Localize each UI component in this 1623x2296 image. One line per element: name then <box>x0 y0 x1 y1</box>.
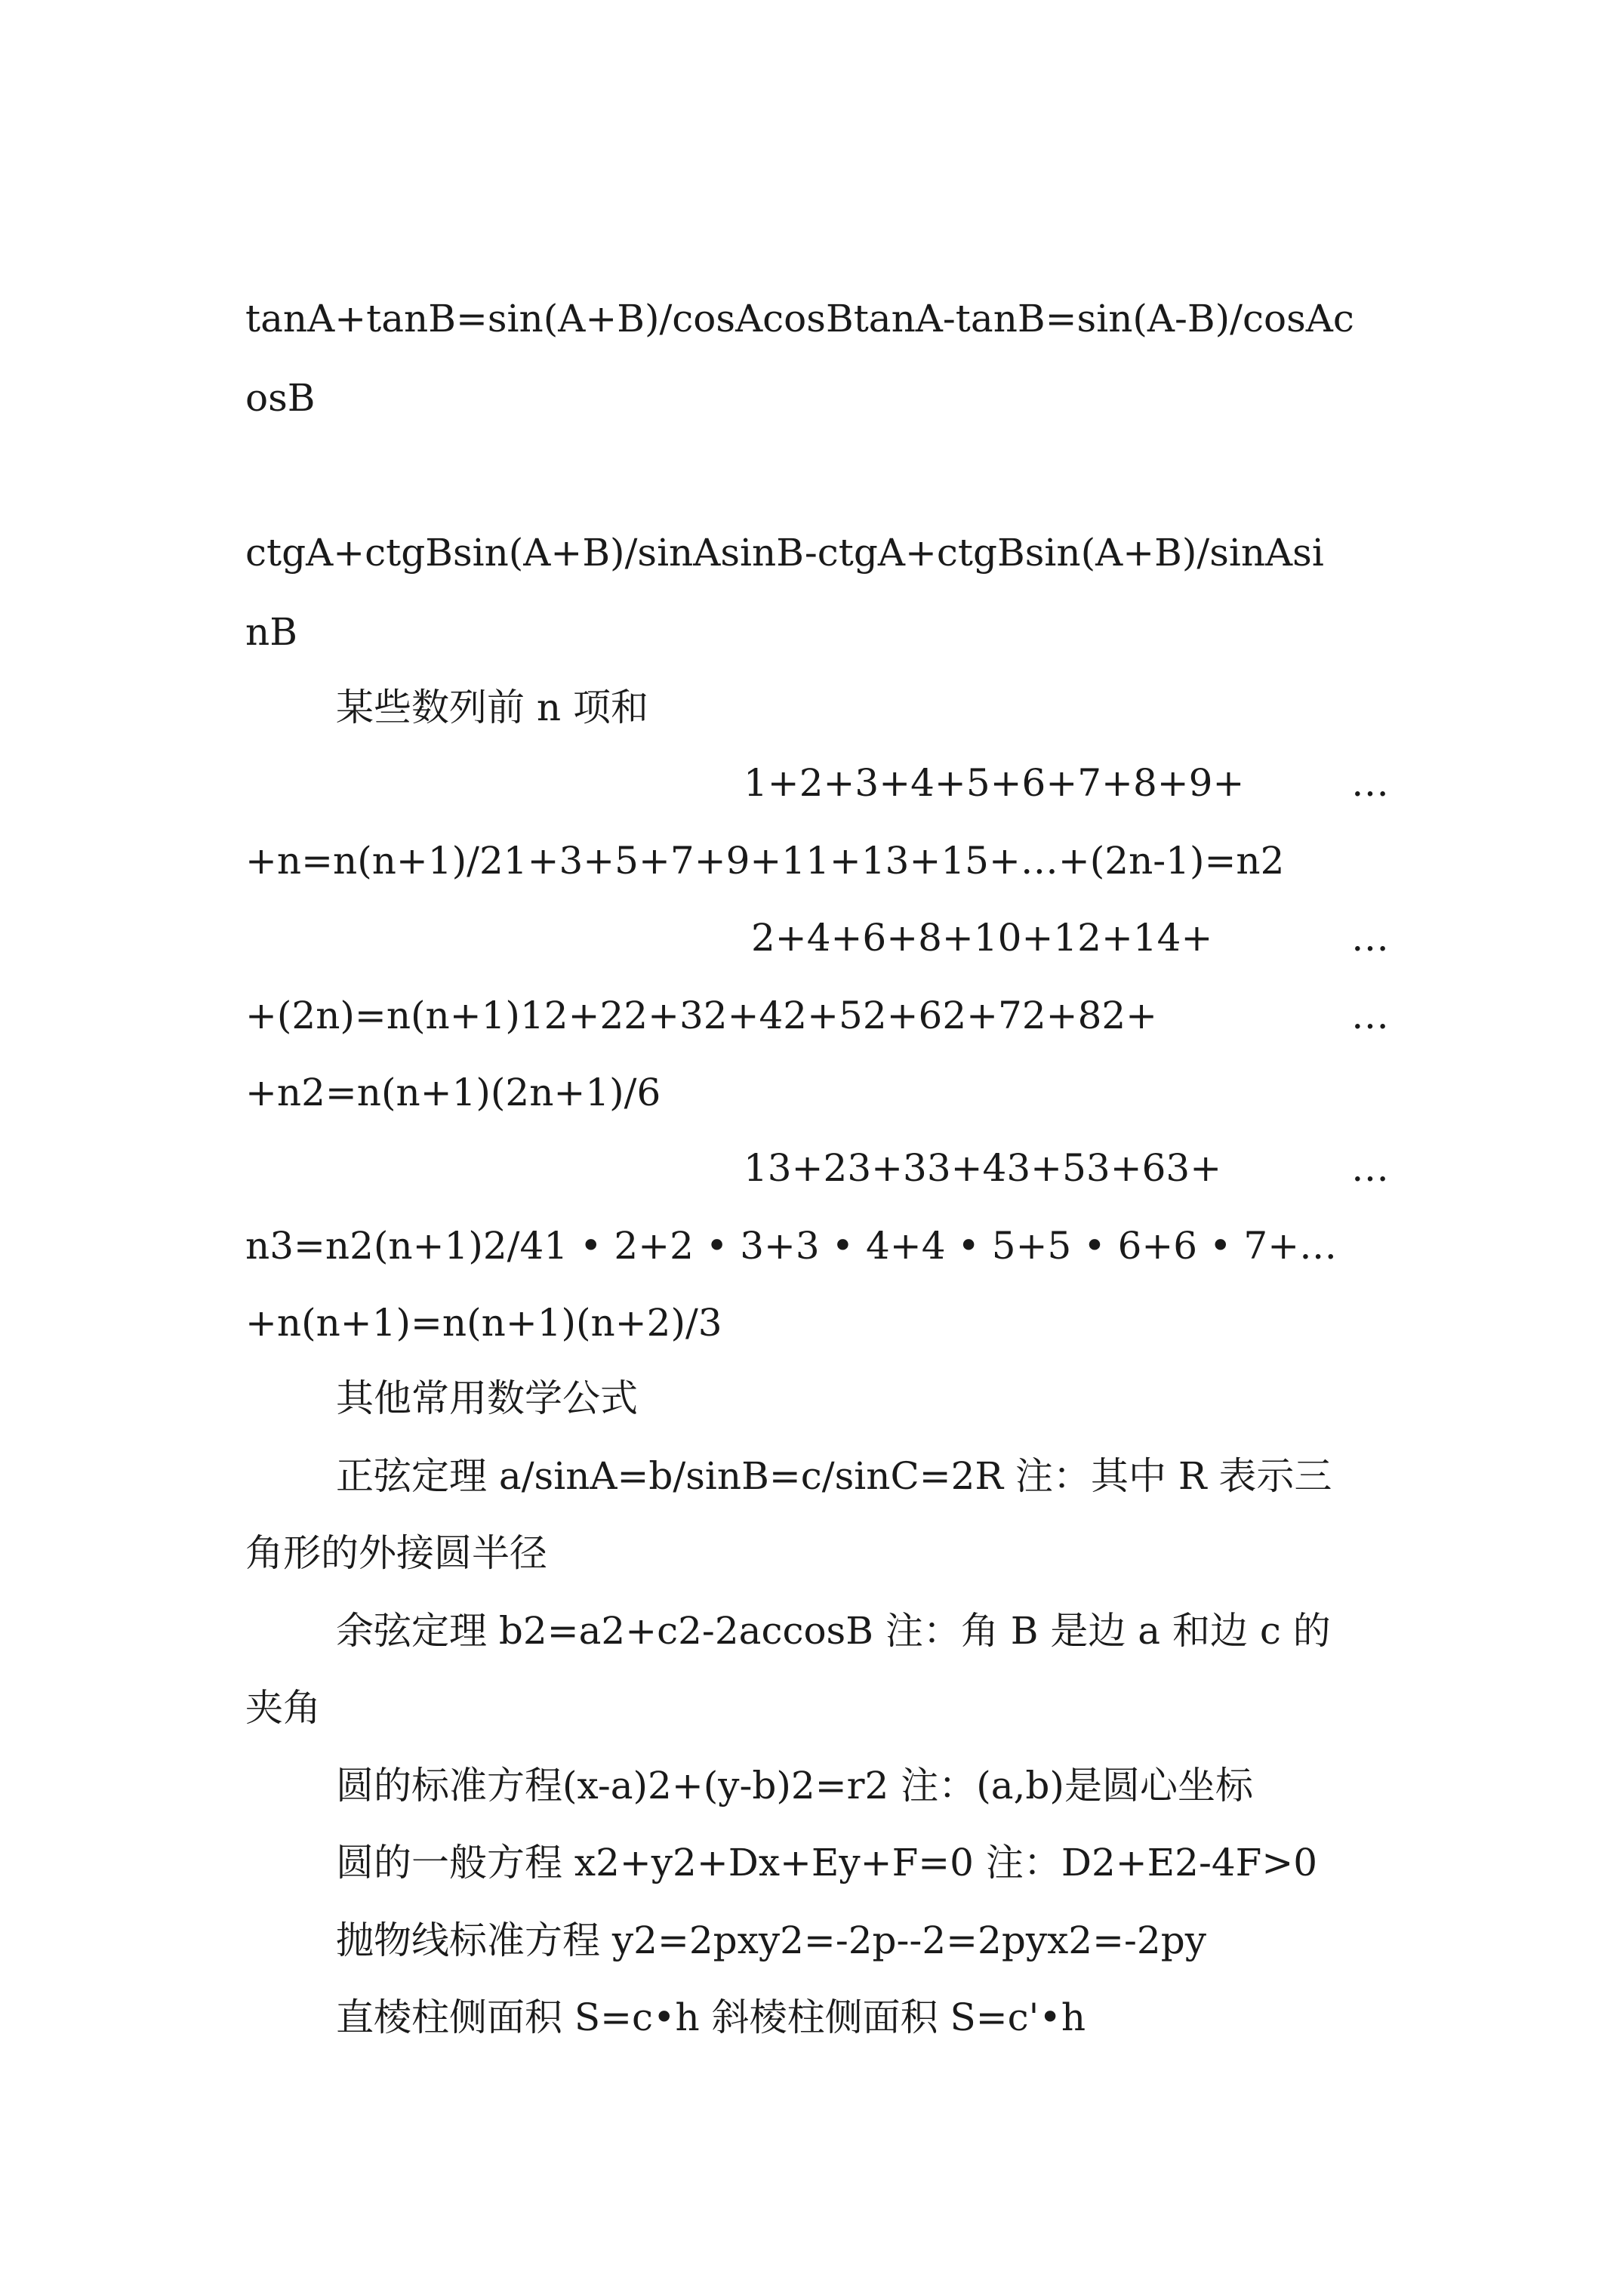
formula-tan-sum: tanA+tanB=sin(A+B)/cosAcosBtanA-tanB=sin(A-B)/cosAc <box>245 297 1354 341</box>
law-of-cosines-cont: 夹角 <box>245 1686 321 1730</box>
law-of-sines: 正弦定理 a/sinA=b/sinB=c/sinC=2R 注：其中 R 表示三 <box>336 1454 1332 1498</box>
series-products-end: +n(n+1)=n(n+1)(n+2)/3 <box>245 1301 722 1345</box>
law-of-sines-cont: 角形的外接圆半径 <box>245 1531 547 1575</box>
prism-lateral-area: 直棱柱侧面积 S=c•h 斜棱柱侧面积 S=c'•h <box>336 1996 1086 2039</box>
formula-tan-sum-cont: osB <box>245 376 316 420</box>
section-heading-series: 某些数列前 n 项和 <box>336 686 648 729</box>
series-ellipsis: … <box>1351 1146 1389 1190</box>
series-ellipsis: … <box>1351 761 1389 805</box>
law-of-cosines: 余弦定理 b2=a2+c2-2accosB 注：角 B 是边 a 和边 c 的 <box>336 1609 1331 1653</box>
parabola-equation: 抛物线标准方程 y2=2pxy2=-2p--2=2pyx2=-2py <box>336 1918 1206 1962</box>
circle-standard-equation: 圆的标准方程(x-a)2+(y-b)2=r2 注：(a,b)是圆心坐标 <box>336 1764 1253 1808</box>
series-sum-n-start: 1+2+3+4+5+6+7+8+9+ <box>744 761 1245 805</box>
formula-ctg-sum: ctgA+ctgBsin(A+B)/sinAsinB-ctgA+ctgBsin(A+B)/sinAsi <box>245 531 1324 575</box>
series-ellipsis: … <box>1351 994 1389 1037</box>
formula-ctg-sum-cont: nB <box>245 610 297 654</box>
circle-general-equation: 圆的一般方程 x2+y2+Dx+Ey+F=0 注：D2+E2-4F>0 <box>336 1841 1318 1885</box>
series-sum-n-end: +n=n(n+1)/21+3+5+7+9+11+13+15+…+(2n-1)=n2 <box>245 839 1285 883</box>
series-squares-start: +(2n)=n(n+1)12+22+32+42+52+62+72+82+ <box>245 994 1158 1037</box>
section-heading-formulas: 其他常用数学公式 <box>336 1376 638 1420</box>
series-ellipsis: … <box>1351 916 1389 960</box>
series-squares-end: +n2=n(n+1)(2n+1)/6 <box>245 1071 661 1114</box>
series-cubes-end: n3=n2(n+1)2/41 • 2+2 • 3+3 • 4+4 • 5+5 • 6+6 • 7+… <box>245 1224 1338 1268</box>
series-cubes-start: 13+23+33+43+53+63+ <box>744 1146 1222 1190</box>
series-even-start: 2+4+6+8+10+12+14+ <box>751 916 1213 960</box>
